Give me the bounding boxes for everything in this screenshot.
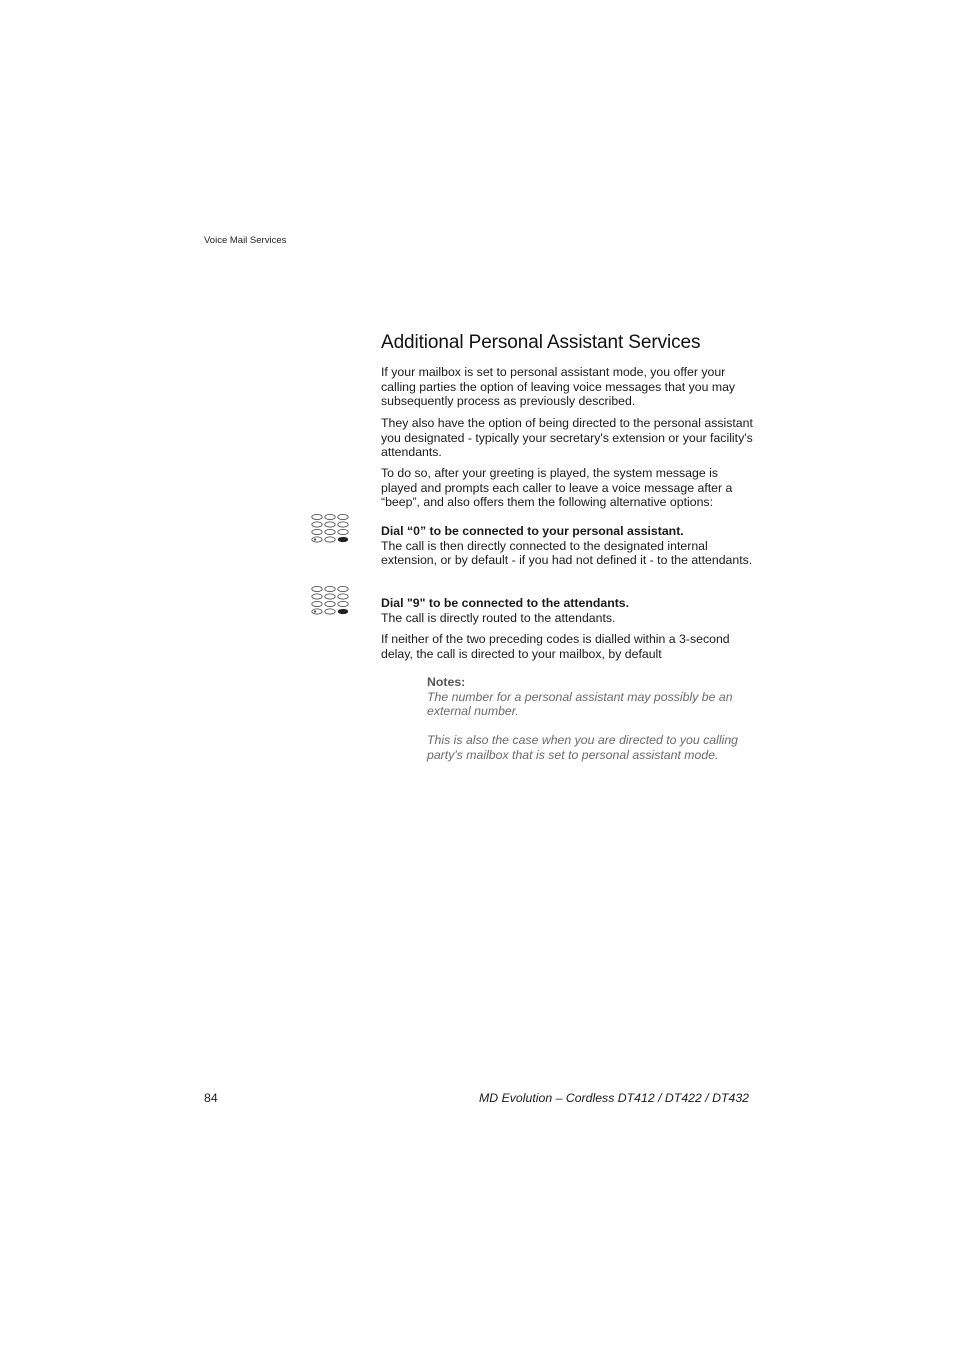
paragraph-text: To do so, after your greeting is played, the system message is played and prompts each caller to leave a voice message after a “beep”, and also offers them the following alternative options: <box>381 466 733 510</box>
keypad-icon <box>310 513 350 547</box>
paragraph-text: If your mailbox is set to personal assistant mode, you offer your calling parties the option of leaving voice messages that you may subsequently process as previously described. <box>381 365 736 409</box>
section-title: Additional Personal Assistant Services <box>381 332 701 353</box>
option-text: The call is directly routed to the attendants. <box>381 610 616 625</box>
option-heading: Dial “0” to be connected to your personal assistant. <box>381 524 684 538</box>
notes-box <box>427 675 757 763</box>
footer-doc-title: MD Evolution – Cordless DT412 / DT422 / DT432 <box>479 1091 749 1105</box>
intro-paragraph-2 <box>381 416 753 460</box>
note-item: The number for a personal assistant may possibly be an external number. <box>427 689 733 719</box>
closing-paragraph <box>381 632 753 661</box>
paragraph-text: They also have the option of being directed to the personal assistant you designated - typically your secretary's extension or your facility's attendants. <box>381 416 753 460</box>
option-dial-0 <box>381 524 753 568</box>
note-spacer <box>427 719 757 734</box>
option-text: The call is then directly connected to the designated internal extension, or by default - if you had not defined it - to the attendants. <box>381 538 753 568</box>
notes-title: Notes: <box>427 675 466 689</box>
note-item: This is also the case when you are directed to you calling party's mailbox that is set to personal assistant mode. <box>427 733 739 762</box>
running-head: Voice Mail Services <box>204 235 287 246</box>
option-dial-9 <box>381 596 753 625</box>
page-number: 84 <box>204 1091 218 1105</box>
keypad-icon <box>310 585 350 619</box>
option-heading: Dial "9" to be connected to the attendants. <box>381 596 630 610</box>
intro-paragraph-1 <box>381 365 753 409</box>
paragraph-text: If neither of the two preceding codes is dialled within a 3-second delay, the call is directed to your mailbox, by default <box>381 632 730 661</box>
intro-paragraph-3 <box>381 466 753 510</box>
